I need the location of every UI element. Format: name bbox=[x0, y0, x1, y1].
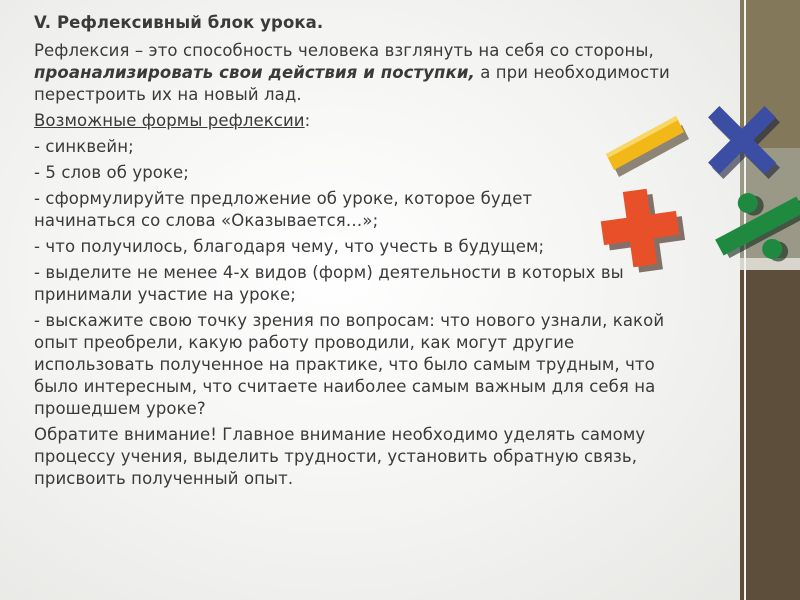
intro-emphasis: проанализировать свои действия и поступки, bbox=[34, 63, 475, 82]
list-item: - выскажите свою точку зрения по вопросам: что нового узнали, какой опыт преобрели, какую работу проводили, как могут другие использовать полученное на практике, что было самым трудным, что было интересным, что считаете наиболее самым важным для себя на прошедшем уроке? bbox=[34, 311, 665, 418]
forms-title: Возможные формы рефлексии bbox=[34, 111, 305, 130]
intro-end: а при необходимости перестроить их на новый лад. bbox=[34, 63, 670, 104]
list-item: - 5 слов об уроке; bbox=[34, 163, 189, 182]
math-symbols-illustration bbox=[592, 98, 800, 278]
list-item: - сформулируйте предложение об уроке, которое будет начинаться со слова «Оказывается…»; bbox=[34, 189, 533, 230]
plus-icon bbox=[597, 184, 689, 276]
list-item: - что получилось, благодаря чему, что учесть в будущем; bbox=[34, 237, 545, 256]
band-divider-line bbox=[744, 0, 746, 600]
slide-heading: V. Рефлексивный блок урока. bbox=[34, 13, 324, 32]
list-item: - выделите не менее 4-х видов (форм) деятельности в которых вы принимали участие на уроке; bbox=[34, 263, 624, 304]
divide-icon bbox=[702, 171, 800, 278]
intro-paragraph bbox=[34, 40, 694, 106]
forms-title-colon: : bbox=[304, 111, 311, 130]
decorative-side-band bbox=[740, 0, 800, 600]
band-segment bbox=[740, 270, 800, 600]
note-paragraph: Обратите внимание! Главное внимание необходимо уделять самому процессу учения, выделить трудности, установить обратную связь, присвоить полученный опыт. bbox=[34, 425, 646, 488]
minus-icon bbox=[606, 116, 689, 177]
list-item: - синквейн; bbox=[34, 137, 134, 156]
times-icon bbox=[685, 98, 800, 202]
intro-start: Рефлексия – это способность человека взглянуть на себя со стороны, bbox=[34, 41, 654, 60]
